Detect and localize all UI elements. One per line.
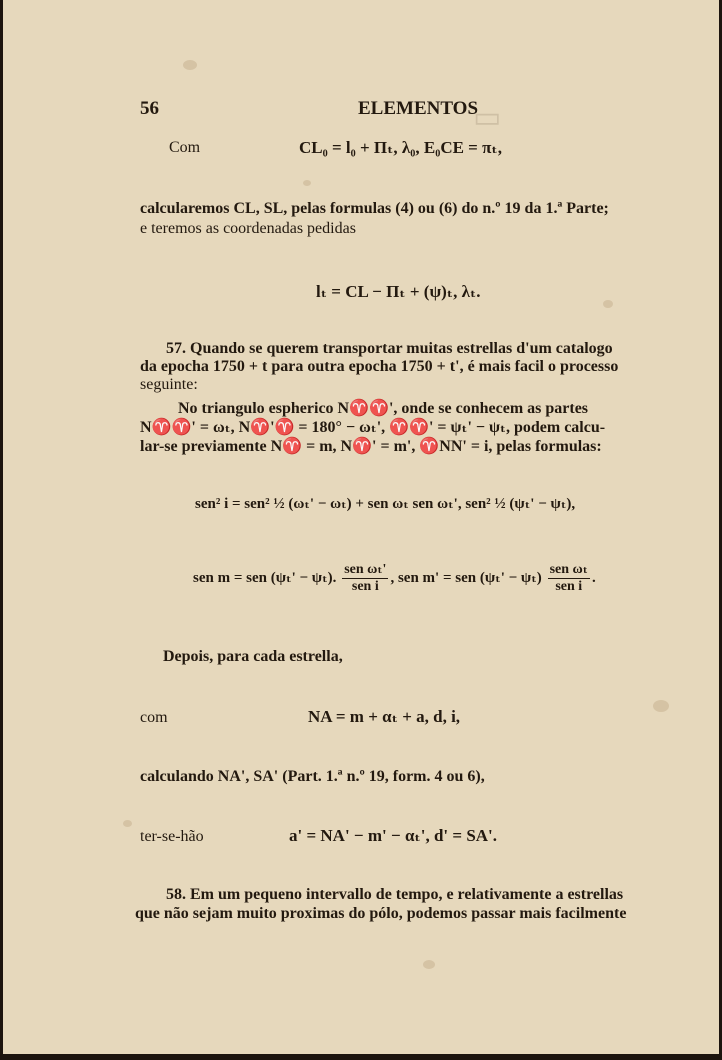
equation-3: sen² i = sen² ½ (ωₜ' − ωₜ) + sen ωₜ sen ωₜ', sen² ½ (ψₜ' − ψₜ), [195,496,576,512]
section-57-line: No triangulo espherico N♈♈', onde se conhecem as partes [178,400,589,417]
terse-label: ter-se-hão [140,828,204,845]
running-title: ELEMENTOS [358,98,479,119]
equation-4-part: , sen m' = sen (ψₜ' − ψₜ) [390,570,542,587]
equation-1: CL₀ = l₀ + Πₜ, λ₀, E₀CE = πₜ, [299,138,502,157]
paragraph-line: calcularemos CL, SL, pelas formulas (4) ou (6) do n.º 19 da 1.ª Parte; [140,200,609,217]
fraction [548,562,590,595]
section-58-line: que não sejam muito proximas do pólo, podemos passar mais facilmente [135,905,627,922]
equation-5: NA = m + αₜ + a, d, i, [308,707,461,726]
com-label: Com [169,139,201,156]
fraction-numerator: sen ωₜ [548,562,590,579]
equation-4-part: . [591,570,596,587]
section-57-line: seguinte: [140,376,198,393]
page-number: 56 [140,98,159,119]
paragraph-line: e teremos as coordenadas pedidas [140,220,356,237]
paragraph-line: calculando NA', SA' (Part. 1.ª n.º 19, form. 4 ou 6), [140,768,485,785]
section-57-line: lar-se previamente N♈ = m, N♈' = m', ♈NN' = i, pelas formulas: [140,438,602,455]
equation-4 [193,562,596,595]
bleed-through: ▭ [473,101,502,134]
equation-4-part: sen m = sen (ψₜ' − ψₜ). [193,570,337,587]
equation-6: a' = NA' − m' − αₜ', d' = SA'. [289,826,498,845]
section-57-line: N♈♈' = ωₜ, N♈'♈ = 180° − ωₜ', ♈♈' = ψₜ' − ψₜ, podem calcu- [140,419,606,436]
section-58-line: 58. Em um pequeno intervallo de tempo, e relativamente a estrellas [166,886,624,903]
fraction-denominator: sen i [555,579,583,595]
equation-2: lₜ = CL − Πₜ + (ψ)ₜ, λₜ. [316,282,481,301]
fraction-numerator: sen ωₜ' [342,562,388,579]
fraction [342,562,388,595]
section-57-line: 57. Quando se querem transportar muitas estrellas d'um catalogo [166,340,613,357]
com-label: com [140,709,168,726]
paragraph-line: Depois, para cada estrella, [163,648,343,665]
fraction-denominator: sen i [351,579,379,595]
section-57-line: da epocha 1750 + t para outra epocha 1750 + t', é mais facil o processo [140,358,619,375]
